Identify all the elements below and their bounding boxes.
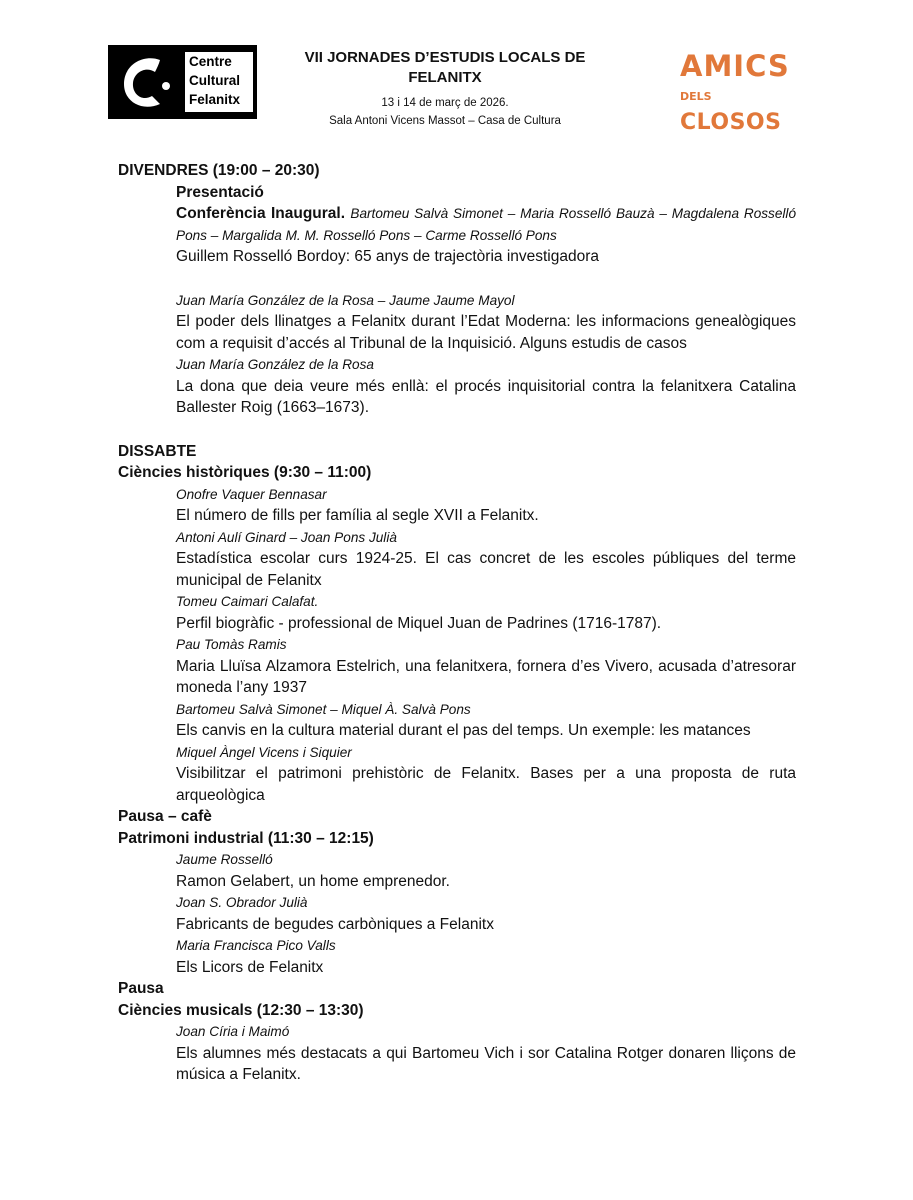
event-title: VII JORNADES D’ESTUDIS LOCALS DE FELANITX — [304, 49, 586, 86]
event-date: 13 i 14 de març de 2026. — [381, 97, 509, 109]
talk-author: Pau Tomàs Ramis — [176, 637, 287, 652]
saturday-heading: DISSABTE — [118, 442, 197, 460]
talk-author: Juan María González de la Rosa – Jaume Jaume Mayol — [176, 292, 515, 308]
talk-title: Els alumnes més destacats a qui Bartomeu Vich i sor Catalina Rotger donaren lliçons de música a Felanitx. — [176, 1044, 796, 1083]
talk-author: Joan S. Obrador Julià — [176, 895, 308, 910]
talk-author: Juan María González de la Rosa — [176, 357, 374, 372]
talk-title: Els canvis en la cultura material durant el pas del temps. Un exemple: les matances — [176, 722, 751, 739]
pause-label: Pausa — [118, 980, 164, 997]
talk-title: El poder dels llinatges a Felanitx durant l’Edat Moderna: les informacions genealògiques com a requisit d’accés al Tribunal de la Inquisició. Alguns estudis de casos — [176, 313, 796, 352]
talk-title: Maria Lluïsa Alzamora Estelrich, una felanitxera, fornera d’es Vivero, acusada d’atresorar moneda l’any 1937 — [176, 657, 796, 696]
logo-line-1: Centre — [189, 54, 232, 69]
pause-label: Pausa – cafè — [118, 808, 212, 825]
page-header — [0, 0, 913, 136]
talk-title: Ramon Gelabert, un home emprenedor. — [176, 872, 450, 890]
event-title-block — [280, 48, 610, 130]
program — [118, 160, 796, 1086]
talk-author: Tomeu Caimari Calafat. — [176, 594, 319, 609]
talk-author: Jaume Rosselló — [176, 852, 273, 867]
logo-closos: CLOSOS — [680, 110, 782, 136]
event-venue: Sala Antoni Vicens Massot – Casa de Cultura — [329, 115, 561, 127]
talk-author: Joan Círia i Maimó — [176, 1024, 290, 1039]
presentation-label: Presentació — [176, 183, 264, 201]
section-heading: Ciències musicals (12:30 – 13:30) — [118, 1001, 364, 1019]
talk-author: Maria Francisca Pico Valls — [176, 938, 336, 953]
logo-line-3: Felanitx — [189, 92, 241, 107]
c-brush-logo-icon — [116, 50, 180, 114]
amics-dels-closos-logo — [680, 49, 808, 136]
talk-author: Onofre Vaquer Bennasar — [176, 486, 327, 502]
talk-title: El número de fills per família al segle XVII a Felanitx. — [176, 507, 539, 524]
talk-title: Fabricants de begudes carbòniques a Felanitx — [176, 915, 494, 933]
logo-wordmark — [185, 52, 253, 112]
conference-title: Guillem Rosselló Bordoy: 65 anys de trajectòria investigadora — [176, 248, 600, 265]
talk-title: Els Licors de Felanitx — [176, 958, 324, 976]
logo-dels: DELS — [680, 90, 712, 103]
centre-cultural-logo — [108, 45, 257, 119]
talk-title: La dona que deia veure més enllà: el procés inquisitorial contra la felanitxera Catalina Ballester Roig (1663–1673). — [176, 377, 796, 416]
section-heading: Ciències històriques (9:30 – 11:00) — [118, 464, 372, 481]
talk-title: Perfil biogràfic - professional de Miquel Juan de Padrines (1716-1787). — [176, 614, 662, 632]
talk-title: Estadística escolar curs 1924-25. El cas concret de les escoles públiques del terme municipal de Felanitx — [176, 550, 796, 589]
inaugural-conference — [176, 203, 796, 246]
conference-authors: Bartomeu Salvà Simonet – Maria Rosselló Bauzà – Magdalena Rosselló Pons – Margalida M. M. Rosselló Pons – Carme Rosselló Pons — [176, 206, 797, 243]
friday-heading: DIVENDRES (19:00 – 20:30) — [118, 162, 320, 179]
section-heading: Patrimoni industrial (11:30 – 12:15) — [118, 829, 374, 847]
talk-author: Miquel Àngel Vicens i Siquier — [176, 744, 352, 760]
conference-label: Conferència Inaugural. — [176, 205, 346, 222]
logo-line-2: Cultural — [189, 73, 241, 88]
talk-title: Visibilitzar el patrimoni prehistòric de Felanitx. Bases per a una proposta de ruta arqueològica — [176, 765, 796, 804]
talk-author: Bartomeu Salvà Simonet – Miquel À. Salvà Pons — [176, 701, 471, 717]
talk-author: Antoni Aulí Ginard – Joan Pons Julià — [176, 529, 397, 545]
logo-amics: AMICS — [680, 49, 790, 83]
